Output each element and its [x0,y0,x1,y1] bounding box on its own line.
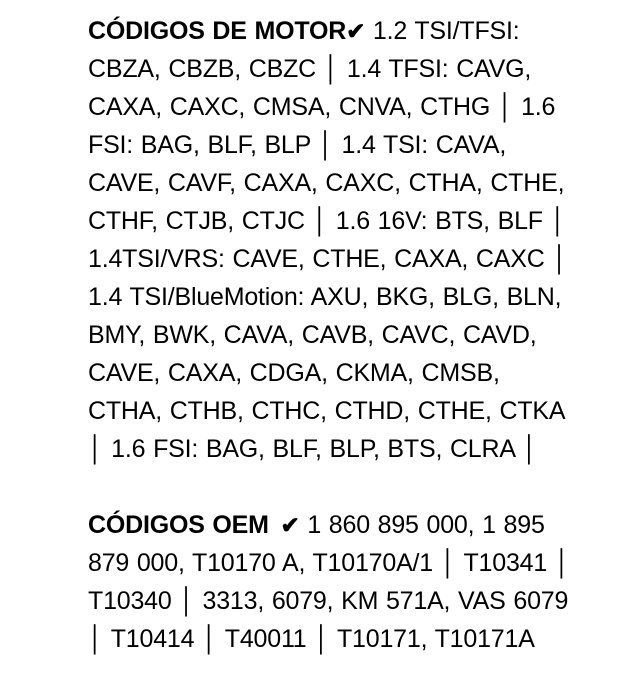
section-body-engine-codes: 1.2 TSI/TFSI: CBZA, CBZB, CBZC │ 1.4 TFSI: CAVG, CAXA, CAXC, CMSA, CNVA, CTHG │ 1.6 FSI: BAG, BLF, BLP │ 1.4 TSI: CAVA, CAVE, CAVF, CAXA, CAXC, CTHA, CTHE, CTHF, CTJB, CTJC │ 1.6 16V: BTS, BLF │ 1.4TSI/VRS: CAVE, CTHE, CAXA, CAXC │ 1.4 TSI/BlueMotion: AXU, BKG, BLG, BLN, BMY, BWK, CAVA, CAVB, CAVC, CAVD, CAVE, CAXA, CDGA, CKMA, CMSB, CTHA, CTHB, CTHC, CTHD, CTHE, CTKA │ 1.6 FSI: BAG, BLF, BLP, BTS, CLRA │ [88,17,568,463]
check-mark-icon: ✔ [346,18,366,44]
section-body-oem-codes: 1 860 895 000, 1 895 879 000, T10170 A, T10170A/1 │ T10341 │ T10340 │ 3313, 6079, KM 571A, VAS 6079 │ T10414 │ T40011 │ T10171, T10171A [88,511,571,653]
check-mark-icon: ✔ [280,512,300,538]
section-engine-codes [88,12,576,468]
section-heading-engine-codes: CÓDIGOS DE MOTOR [88,17,347,45]
section-oem-codes [88,506,576,658]
section-heading-oem-codes: CÓDIGOS OEM [88,511,269,539]
